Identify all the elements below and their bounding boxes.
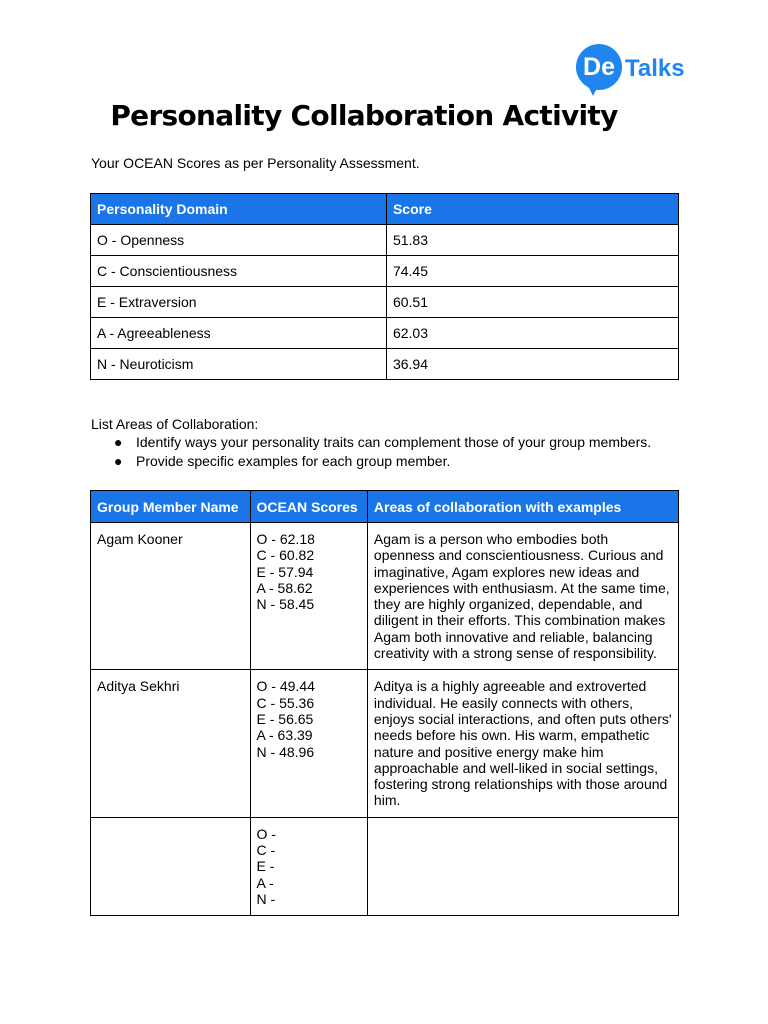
score-line: N - 48.96: [256, 743, 315, 760]
header-areas-of-collaboration: Areas of collaboration with examples: [367, 491, 678, 523]
member-name-cell: [91, 817, 251, 915]
list-item: [91, 452, 651, 471]
score-line: E - 56.65: [256, 710, 314, 727]
score-cell: 74.45: [386, 256, 678, 287]
member-area-cell: Aditya is a highly agreeable and extroverted individual. He easily connects with others, enjoys social interactions, and often puts others' needs before his own. His warm, empathetic nature and positive energy make him approachable and well-liked in social settings, fostering strong relationships with those around him.: [367, 670, 678, 817]
bullet-icon: ●: [114, 453, 123, 469]
score-line: O -: [256, 825, 276, 842]
score-cell: 36.94: [386, 349, 678, 380]
score-line: C - 60.82: [256, 547, 315, 564]
score-line: A -: [256, 874, 274, 891]
table-row: [91, 225, 679, 256]
score-line: A - 63.39: [256, 727, 313, 744]
table-row: [91, 670, 679, 817]
domain-cell: A - Agreeableness: [91, 318, 387, 349]
page-title: Personality Collaboration Activity: [110, 99, 618, 132]
table-row: [91, 817, 679, 915]
header-personality-domain: Personality Domain: [91, 194, 387, 225]
group-members-table: [90, 490, 679, 916]
logo-bubble-tail-icon: [586, 82, 600, 96]
score-line: O - 49.44: [256, 678, 315, 695]
member-name-cell: Agam Kooner: [91, 523, 251, 670]
score-line: O - 62.18: [256, 531, 315, 547]
bullet-text: Provide specific examples for each group member.: [136, 453, 451, 469]
score-line: C -: [256, 842, 276, 859]
score-line: N - 58.45: [256, 596, 315, 613]
logo-talks-text: Talks: [625, 55, 685, 82]
member-scores-cell: [250, 523, 367, 670]
collaboration-bullet-list: [91, 433, 651, 471]
score-line: E - 57.94: [256, 563, 314, 580]
header-score: Score: [386, 194, 678, 225]
score-line: C - 55.36: [256, 694, 315, 711]
member-name-cell: Aditya Sekhri: [91, 670, 251, 817]
member-area-cell: [367, 817, 678, 915]
list-item: [91, 433, 651, 452]
table-row: [91, 287, 679, 318]
logo-de-text: De: [583, 53, 615, 81]
table-row: [91, 318, 679, 349]
detalks-logo: [576, 44, 686, 100]
score-line: N -: [256, 890, 276, 907]
table-header-row: [91, 194, 679, 225]
domain-cell: C - Conscientiousness: [91, 256, 387, 287]
bullet-text: Identify ways your personality traits can complement those of your group members.: [136, 434, 652, 450]
domain-cell: N - Neuroticism: [91, 349, 387, 380]
header-ocean-scores: OCEAN Scores: [250, 491, 367, 523]
domain-cell: E - Extraversion: [91, 287, 387, 318]
table-row: [91, 523, 679, 670]
score-cell: 62.03: [386, 318, 678, 349]
score-cell: 60.51: [386, 287, 678, 318]
member-scores-cell: [250, 670, 367, 817]
score-line: A - 58.62: [256, 579, 313, 596]
bullet-icon: ●: [114, 434, 123, 450]
score-cell: 51.83: [386, 225, 678, 256]
table-row: [91, 256, 679, 287]
ocean-scores-table: [90, 193, 679, 380]
intro-text: Your OCEAN Scores as per Personality Assessment.: [91, 155, 420, 171]
member-area-cell: Agam is a person who embodies both openness and conscientiousness. Curious and imaginative, Agam explores new ideas and experiences with enthusiasm. At the same time, they are highly organized, dependable, and diligent in their efforts. This combination makes Agam both innovative and reliable, balancing creativity with a strong sense of responsibility.: [367, 523, 678, 670]
member-scores-cell: [250, 817, 367, 915]
header-group-member-name: Group Member Name: [91, 491, 251, 523]
table-row: [91, 349, 679, 380]
collaboration-heading: List Areas of Collaboration:: [91, 416, 259, 432]
domain-cell: O - Openness: [91, 225, 387, 256]
table-header-row: [91, 491, 679, 523]
score-line: E -: [256, 858, 275, 875]
